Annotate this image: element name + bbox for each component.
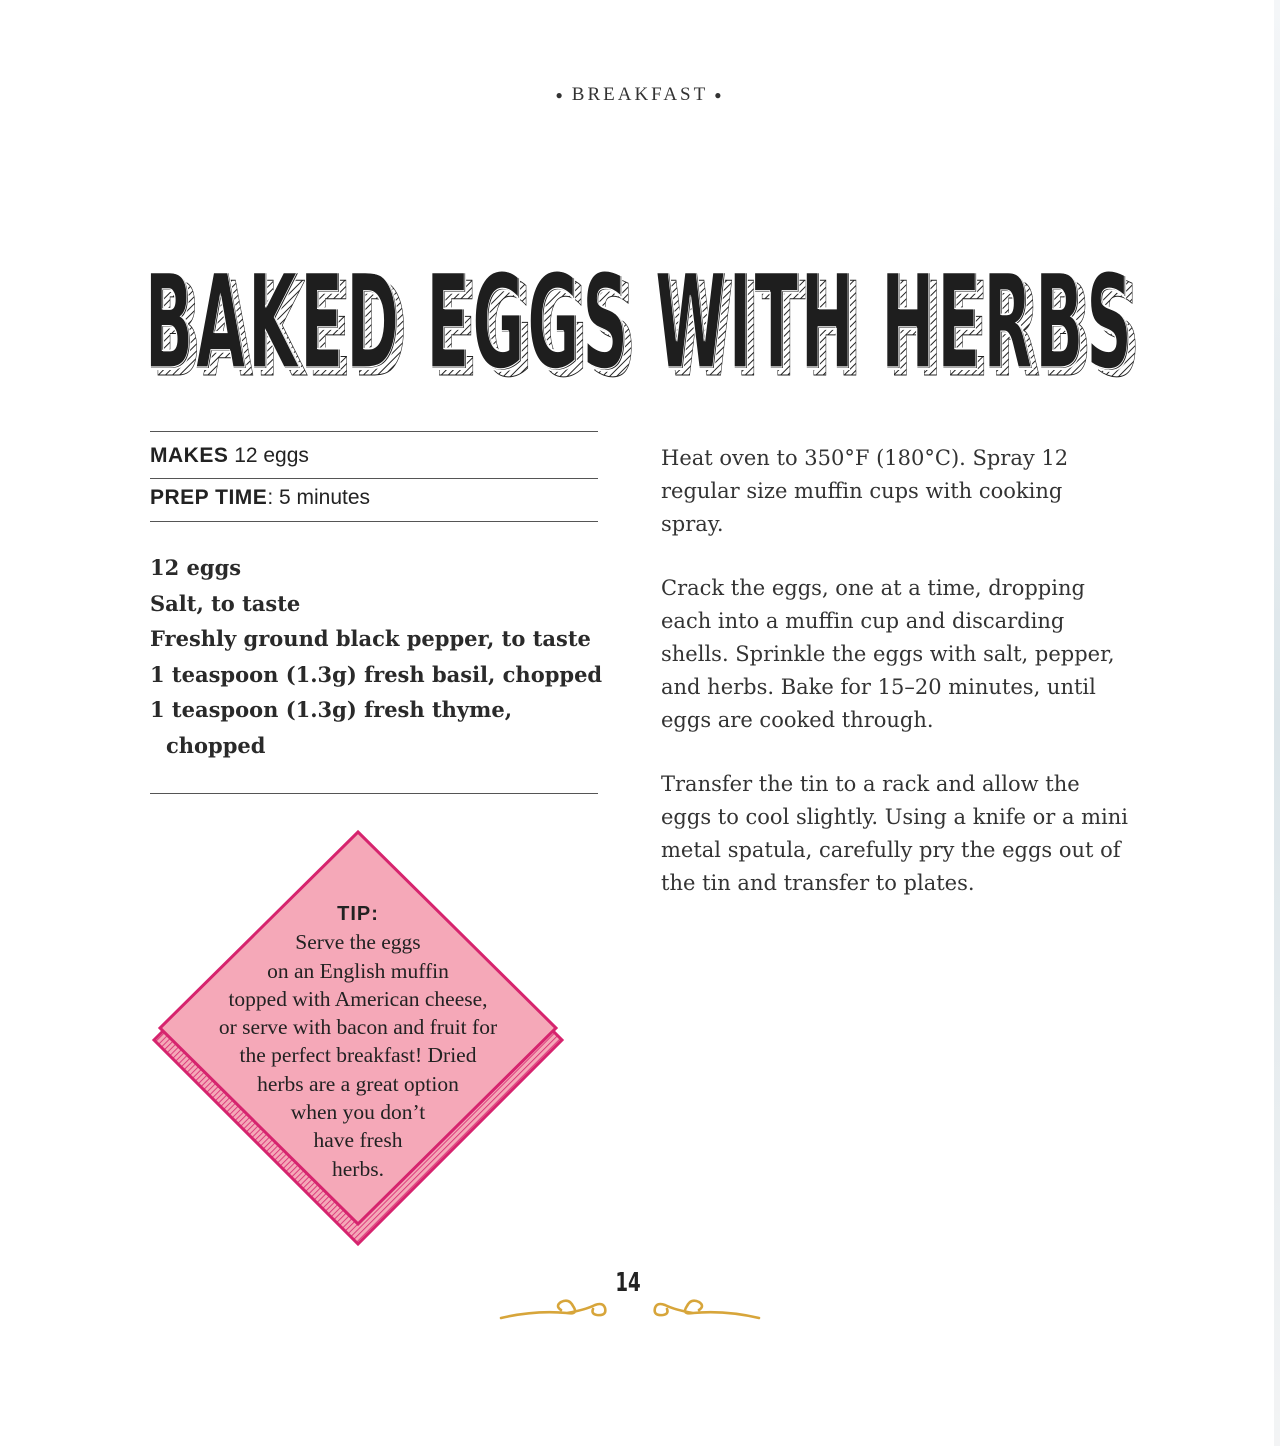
step-paragraph: Crack the eggs, one at a time, dropping each into a muffin cup and discarding shells. Sprinkle the eggs with salt, pepper, and herbs. Bake for 15–20 minutes, until eggs are cooked through. [661, 576, 1115, 732]
tip-line: have fresh [313, 1128, 403, 1153]
tip-line: on an English muffin [267, 958, 449, 983]
ingredient-item: 1 teaspoon (1.3g) fresh basil, chopped [150, 661, 603, 687]
ingredient-list [150, 550, 610, 763]
page-edge [1274, 0, 1280, 1446]
step-paragraph: Transfer the tin to a rack and allow the eggs to cool slightly. Using a knife or a mini metal spatula, carefully pry the eggs out of the tin and transfer to plates. [661, 772, 1129, 895]
flourish-left [501, 1301, 605, 1318]
tip-content [188, 900, 528, 1183]
page-number: 14 [615, 1268, 641, 1298]
prep-time-line [150, 486, 370, 510]
tip-line: the perfect breakfast! Dried [239, 1043, 477, 1068]
divider [150, 793, 598, 794]
ingredient-item: 1 teaspoon (1.3g) fresh thyme, chopped [150, 697, 513, 758]
running-head [0, 84, 1280, 106]
tip-line: when you don’t [290, 1100, 426, 1125]
tip-line: herbs. [332, 1156, 384, 1181]
section-name: BREAKFAST [571, 84, 709, 105]
title-shadow: BAKED EGGS WITH HERBS [152, 254, 1142, 400]
step-paragraph: Heat oven to 350°F (180°C). Spray 12 regular size muffin cups with cooking spray. [661, 446, 1069, 536]
makes-value: 12 eggs [234, 444, 309, 467]
ingredient-item: 12 eggs [150, 555, 242, 580]
tip-line: Serve the eggs [295, 930, 421, 955]
makes-label: MAKES [150, 444, 229, 467]
prep-label: PREP TIME [150, 486, 268, 509]
flourish-right [655, 1301, 759, 1318]
method-steps [661, 442, 1131, 931]
ingredient-item: Freshly ground black pepper, to taste [150, 626, 591, 651]
tip-line: herbs are a great option [257, 1071, 459, 1096]
bullet-dot-icon: ● [714, 88, 725, 103]
tip-line: topped with American cheese, [228, 986, 488, 1011]
title-inline: BAKED EGGS WITH HERBS [144, 250, 1134, 398]
tip-line: or serve with bacon and fruit for [218, 1015, 498, 1040]
tip-label: TIP: [337, 903, 379, 925]
recipe-title-graphic [0, 250, 1280, 400]
prep-value: : 5 minutes [267, 486, 371, 509]
recipe-title: BAKED EGGS WITH HERBS [145, 250, 1135, 399]
ingredient-item: Salt, to taste [150, 590, 301, 616]
divider [150, 521, 598, 522]
bullet-dot-icon: ● [555, 88, 566, 103]
yield-line [150, 444, 309, 468]
divider [150, 478, 598, 479]
divider [150, 431, 598, 432]
